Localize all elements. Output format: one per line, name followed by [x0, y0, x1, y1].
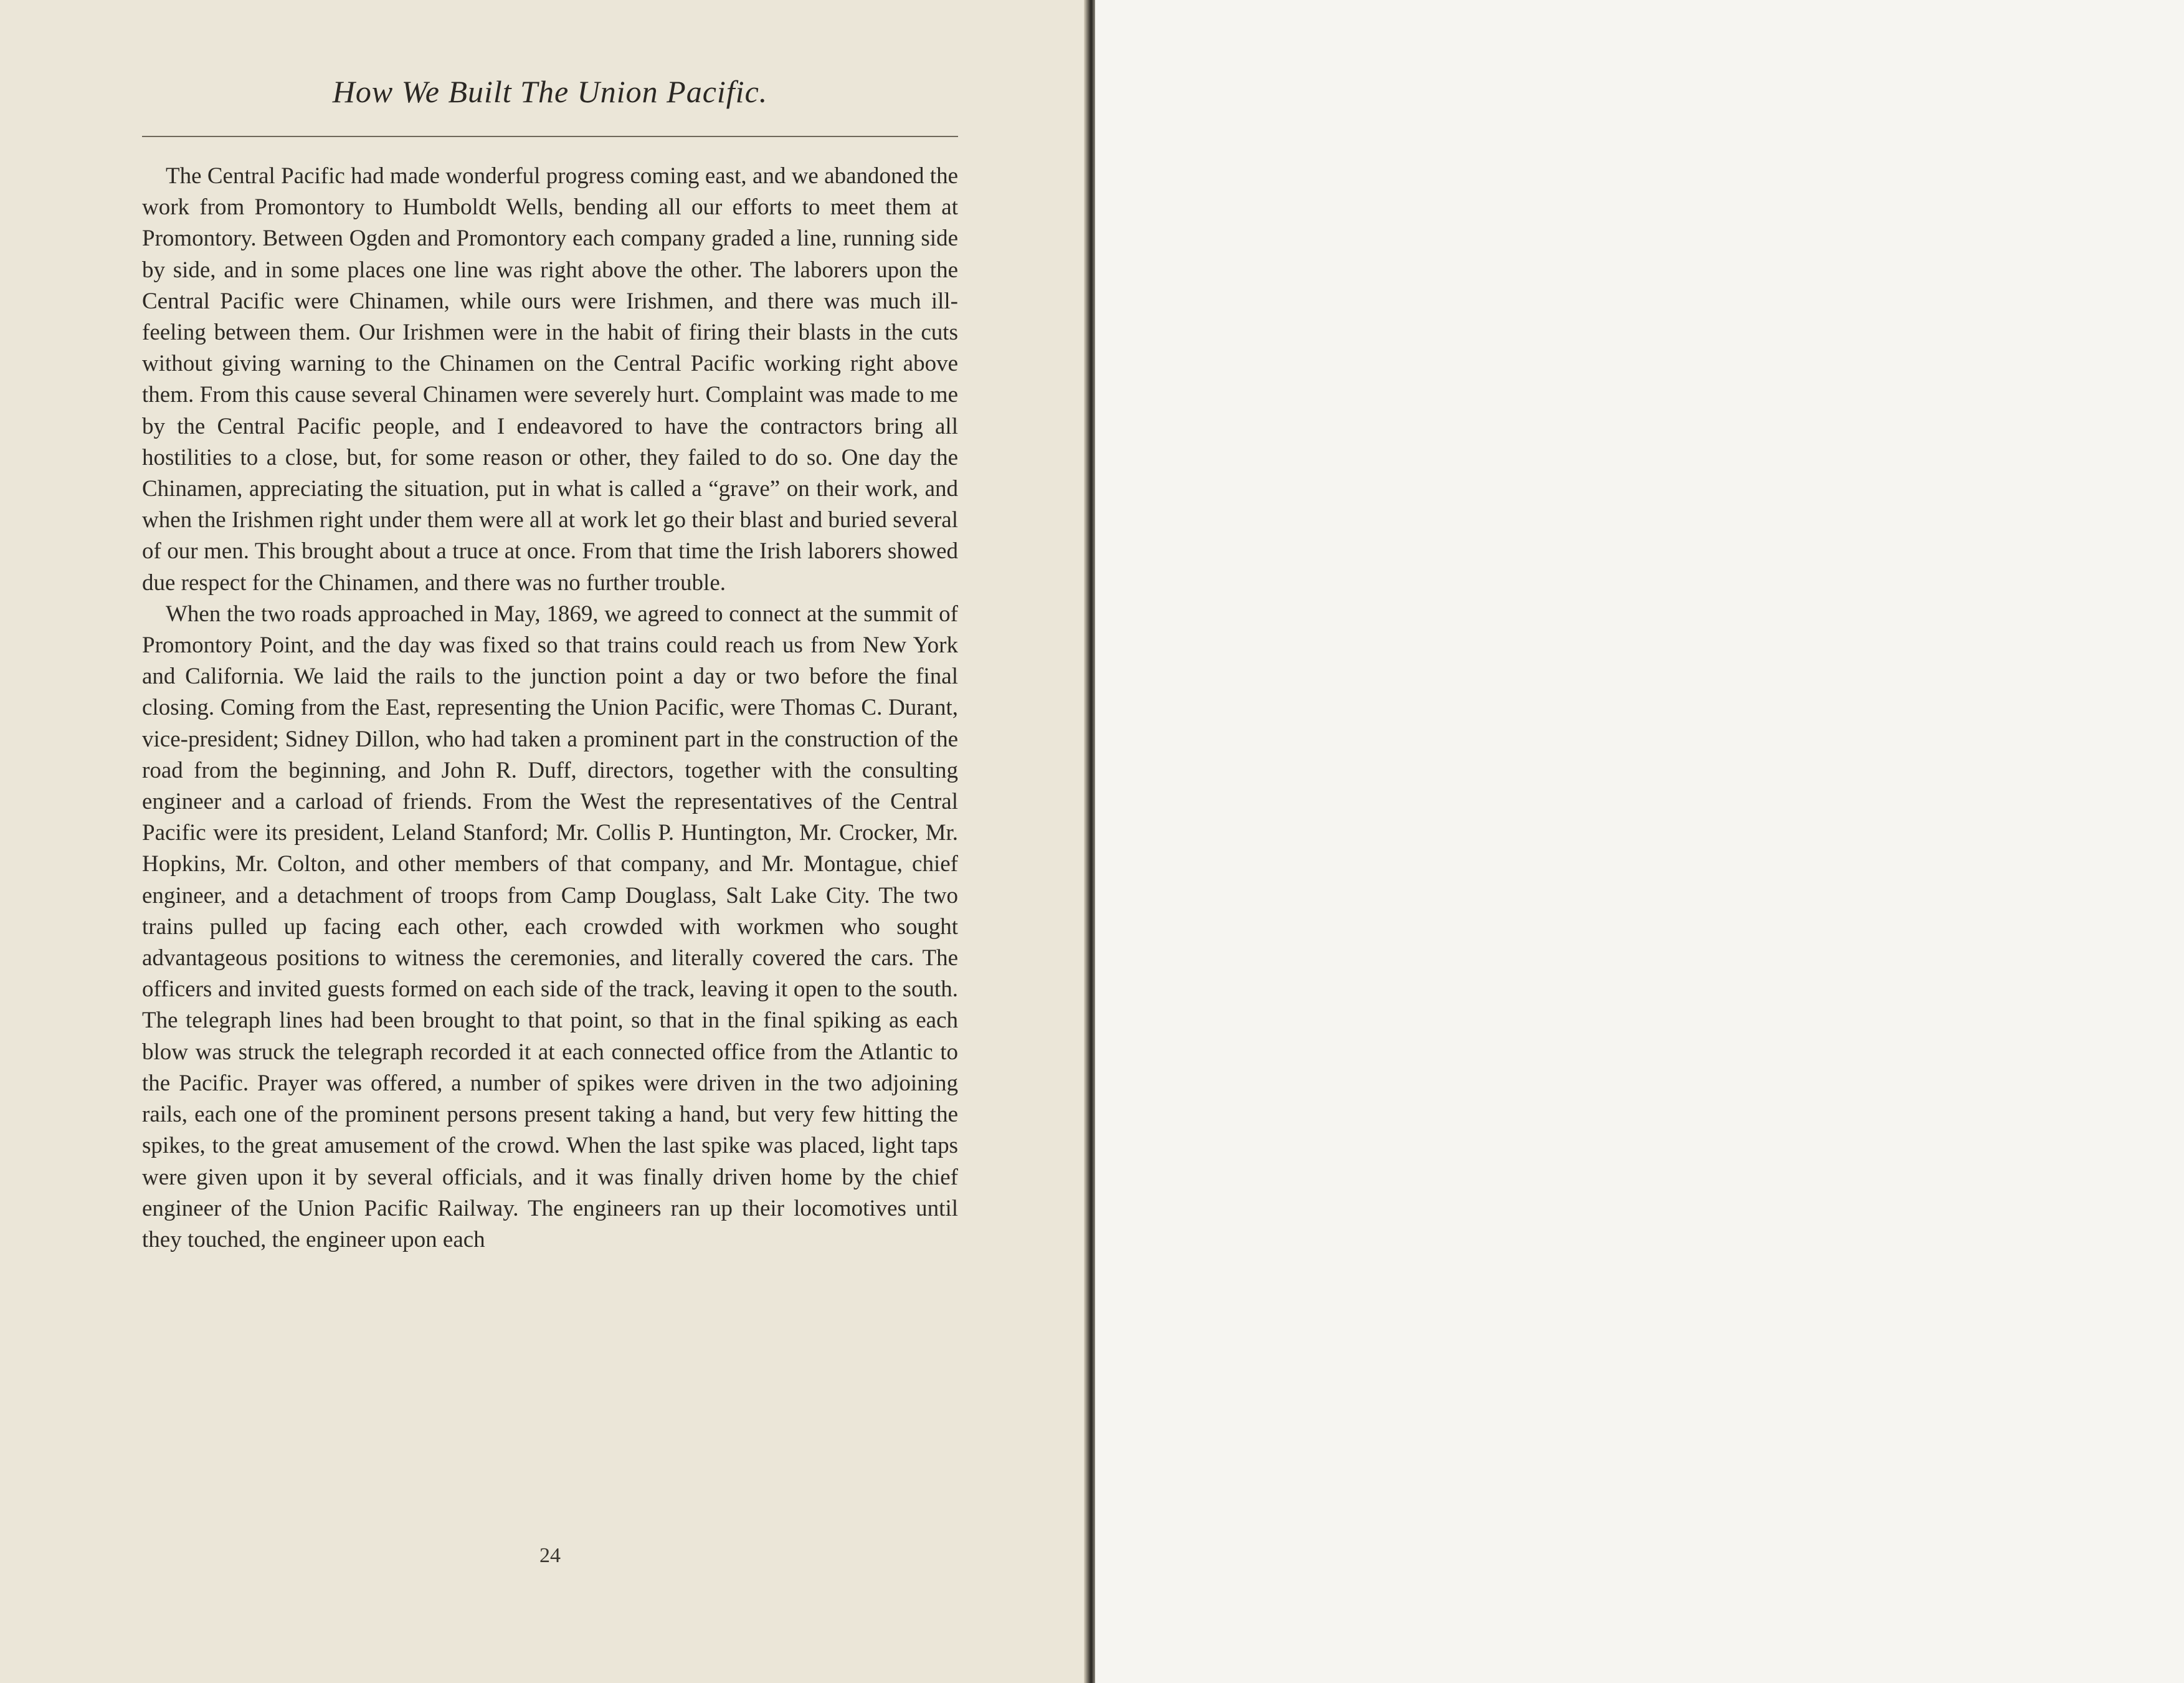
page-number: 24: [539, 1544, 561, 1567]
body-text: [142, 161, 958, 1256]
running-head: How We Built The Union Pacific.: [332, 74, 768, 109]
paragraph-1: The Central Pacific had made wonderful progress coming east, and we abandoned the work from Promontory to Humboldt Wells, bending all our efforts to meet them at Promontory. Between Ogden and Promontory each company graded a line, running side by side, and in some places one line was right above the other. The laborers upon the Central Pacific were Chinamen, while ours were Irishmen, and there was much ill-feeling between them. Our Irishmen were in the habit of firing their blasts in the cuts without giving warning to the Chinamen on the Central Pacific working right above them. From this cause several Chinamen were severely hurt. Complaint was made to me by the Central Pacific people, and I endeavored to have the contractors bring all hostilities to a close, but, for some reason or other, they failed to do so. One day the Chinamen, appreciating the situation, put in what is called a “grave” on their work, and when the Irishmen right under them were all at work let go their blast and buried several of our men. This brought about a truce at once. From that time the Irish laborers showed due respect for the Chinamen, and there was no further trouble.: [142, 163, 958, 596]
left-page: [0, 0, 1090, 1683]
header-rule: [142, 136, 958, 137]
paragraph-2: When the two roads approached in May, 1869, we agreed to connect at the summit of Promontory Point, and the day was fixed so that trains could reach us from New York and California. We laid the rails to the junction point a day or two before the final closing. Coming from the East, representing the Union Pacific, were Thomas C. Durant, vice-president; Sidney Dillon, who had taken a prominent part in the construction of the road from the beginning, and John R. Duff, directors, together with the consulting engineer and a carload of friends. From the West the representatives of the Central Pacific were its president, Leland Stanford; Mr. Collis P. Huntington, Mr. Crocker, Mr. Hopkins, Mr. Colton, and other members of that company, and Mr. Montague, chief engineer, and a detachment of troops from Camp Douglass, Salt Lake City. The two trains pulled up facing each other, each crowded with workmen who sought advantageous positions to witness the ceremonies, and literally covered the cars. The officers and invited guests formed on each side of the track, leaving it open to the south. The telegraph lines had been brought to that point, so that in the final spiking as each blow was struck the telegraph recorded it at each connected office from the Atlantic to the Pacific. Prayer was offered, a number of spikes were driven in the two adjoining rails, each one of the prominent persons present taking a hand, but very few hitting the spikes, to the great amusement of the crowd. When the last spike was placed, light taps were given upon it by several officials, and it was finally driven home by the chief engineer of the Union Pacific Railway. The engineers ran up their locomotives until they touched, the engineer upon each: [142, 601, 958, 1252]
right-page-blank: [1095, 0, 2184, 1683]
